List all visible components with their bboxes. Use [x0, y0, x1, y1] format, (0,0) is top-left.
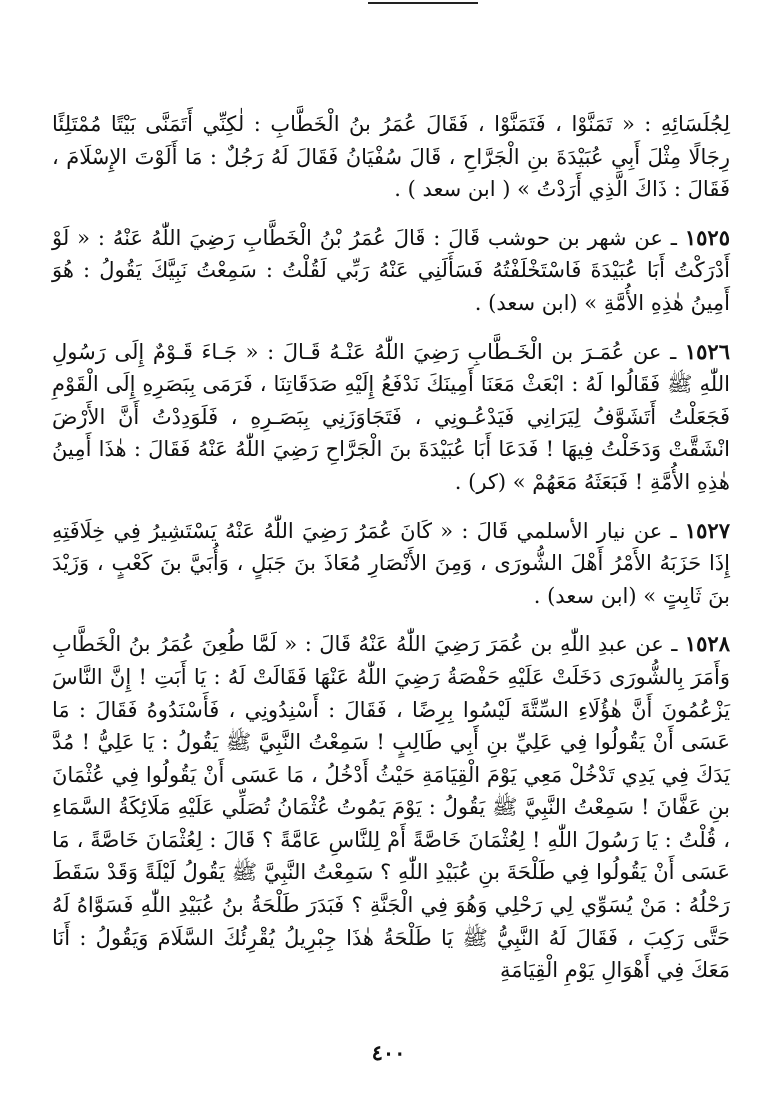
top-rule — [368, 2, 478, 4]
entry-number: ١٥٢٨ — [684, 631, 730, 657]
entry-text: ـ عن عُمَـرَ بن الْخَـطَّابِ رَضِيَ اللّٰهُ عَنْـهُ قَـالَ : « جَـاءَ قَـوْمٌ إِلَى رَسُولِ اللّٰهِ ﷺ فَقَالُوا لَهُ : ابْعَثْ مَعَنَا أَمِينَكَ نَدْفَعُ إِلَيْهِ صَدَقَاتِنَا ، فَرَمَى بِبَصَرِهِ إِلَى الْقَوْمِ فَجَعَلْتُ أَتَشَوَّفُ لِيَرَانِي فَيَدْعُـونِي ، فَتَجَاوَزَنِي بِبَصَـرِهِ ، فَلَوَدِدْتُ أَنَّ الأَرْضَ انْشَقَّتْ وَدَخَلْتُ فِيهَا ! فَدَعَا أَبَا عُبَيْدَةَ بنَ الْجَرَّاحِ رَضِيَ اللّٰهُ عَنْهُ فَقَالَ : هٰذَا أَمِينُ هٰذِهِ الأُمَّةِ ! فَبَعَثَهُ مَعَهُمْ » (كر) . — [52, 339, 730, 494]
entry-text: ـ عن نيار الأسلمي قَالَ : « كَانَ عُمَرُ رَضِيَ اللّٰهُ عَنْهُ يَسْتَشِيرُ فِي خِلَافَتِهِ إِذَا حَزَبَهُ الأَمْرُ أَهْلَ الشُّورَى ، وَمِنَ الأَنْصَارِ مُعَاذَ بنَ جَبَلٍ ، وَأُبَيَّ بنَ كَعْبٍ ، وَزَيْدَ بنَ ثَابِتٍ » (ابن سعد) . — [52, 518, 730, 608]
entry-number: ١٥٢٥ — [684, 224, 730, 250]
page-body — [52, 108, 730, 1003]
entry-1527 — [52, 515, 730, 613]
entry-text: ـ عن شهر بن حوشب قَالَ : قَالَ عُمَرُ بْنُ الْخَطَّابِ رَضِيَ اللّٰهُ عَنْهُ : « لَوْ أَدْرَكْتُ أَبَا عُبَيْدَةَ فَاسْتَخْلَفْتُهُ فَسَأَلَنِي عَنْهُ رَبِّي لَقُلْتُ : سَمِعْتُ نَبِيَّكَ يَقُولُ : هُوَ أَمِينُ هٰذِهِ الأُمَّةِ » (ابن سعد) . — [52, 225, 730, 315]
entry-text: ـ عن عبدِ اللّٰهِ بن عُمَرَ رَضِيَ اللّٰهُ عَنْهُ قَالَ : « لَمَّا طُعِنَ عُمَرُ بنُ الْخَطَّابِ وَأَمَرَ بِالشُّورَى دَخَلَتْ عَلَيْهِ حَفْصَةُ رَضِيَ اللّٰهُ عَنْهَا فَقَالَتْ لَهُ : يَا أَبَتِ ! إِنَّ النَّاسَ يَزْعُمُونَ أَنَّ هٰؤُلَاءِ السِّتَّةَ لَيْسُوا بِرِضًا ، فَقَالَ : أَسْنِدُونِي ، فَأَسْنَدُوهُ فَقَالَ : مَا عَسَى أَنْ يَقُولُوا فِي عَلِيِّ بنِ أَبِي طَالِبٍ ! سَمِعْتُ النَّبِيَّ ﷺ يَقُولُ : يَا عَلِيُّ ! مُدَّ يَدَكَ فِي يَدِي تَدْخُلْ مَعِي يَوْمَ الْقِيَامَةِ حَيْثُ أَدْخُلُ ، مَا عَسَى أَنْ يَقُولُوا فِي عُثْمَانَ بنِ عَفَّانَ ! سَمِعْتُ النَّبِيَّ ﷺ يَقُولُ : يَوْمَ يَمُوتُ عُثْمَانُ تُصَلِّي عَلَيْهِ مَلَائِكَةُ السَّمَاءِ ، قُلْتُ : يَا رَسُولَ اللّٰهِ ! لِعُثْمَانَ خَاصَّةً أَمْ لِلنَّاسِ عَامَّةً ؟ قَالَ : لِعُثْمَانَ خَاصَّةً ، مَا عَسَى أَنْ يَقُولُوا فِي طَلْحَةَ بنِ عُبَيْدِ اللّٰهِ ؟ سَمِعْتُ النَّبِيَّ ﷺ يَقُولُ لَيْلَةً وَقَدْ سَقَطَ رَحْلُهُ : مَنْ يُسَوِّي لِي رَحْلِي وَهُوَ فِي الْجَنَّةِ ؟ فَبَدَرَ طَلْحَةُ بنُ عُبَيْدِ اللّٰهِ فَسَوَّاهُ لَهُ حَتَّى رَكِبَ ، فَقَالَ لَهُ النَّبِيُّ ﷺ يَا طَلْحَةُ هٰذَا جِبْرِيلُ يُقْرِئُكَ السَّلَامَ وَيَقُولُ : أَنَا مَعَكَ فِي أَهْوَالِ يَوْمِ الْقِيَامَةِ — [52, 632, 730, 983]
entry-1526 — [52, 336, 730, 499]
entry-number: ١٥٢٦ — [684, 338, 730, 364]
entry-1525 — [52, 222, 730, 320]
page-number: ٤٠٠ — [371, 1040, 406, 1065]
entry-1528 — [52, 628, 730, 987]
entry-continuation — [52, 108, 730, 206]
entry-number: ١٥٢٧ — [684, 517, 730, 543]
entry-text: لِجُلَسَائِهِ : « تَمَنَّوْا ، فَتَمَنَّوْا ، فَقَالَ عُمَرُ بنُ الْخَطَّابِ : لٰكِنِّي أَتَمَنَّى بَيْتًا مُمْتَلِئًا رِجَالًا مِثْلَ أَبِي عُبَيْدَةَ بنِ الْجَرَّاحِ ، قَالَ سُفْيَانُ فَقَالَ لَهُ رَجُلٌ : مَا أَلَوْتَ الإِسْلَامَ ، فَقَالَ : ذَاكَ الَّذِي أَرَدْتُ » ( ابن سعد ) . — [52, 112, 730, 202]
